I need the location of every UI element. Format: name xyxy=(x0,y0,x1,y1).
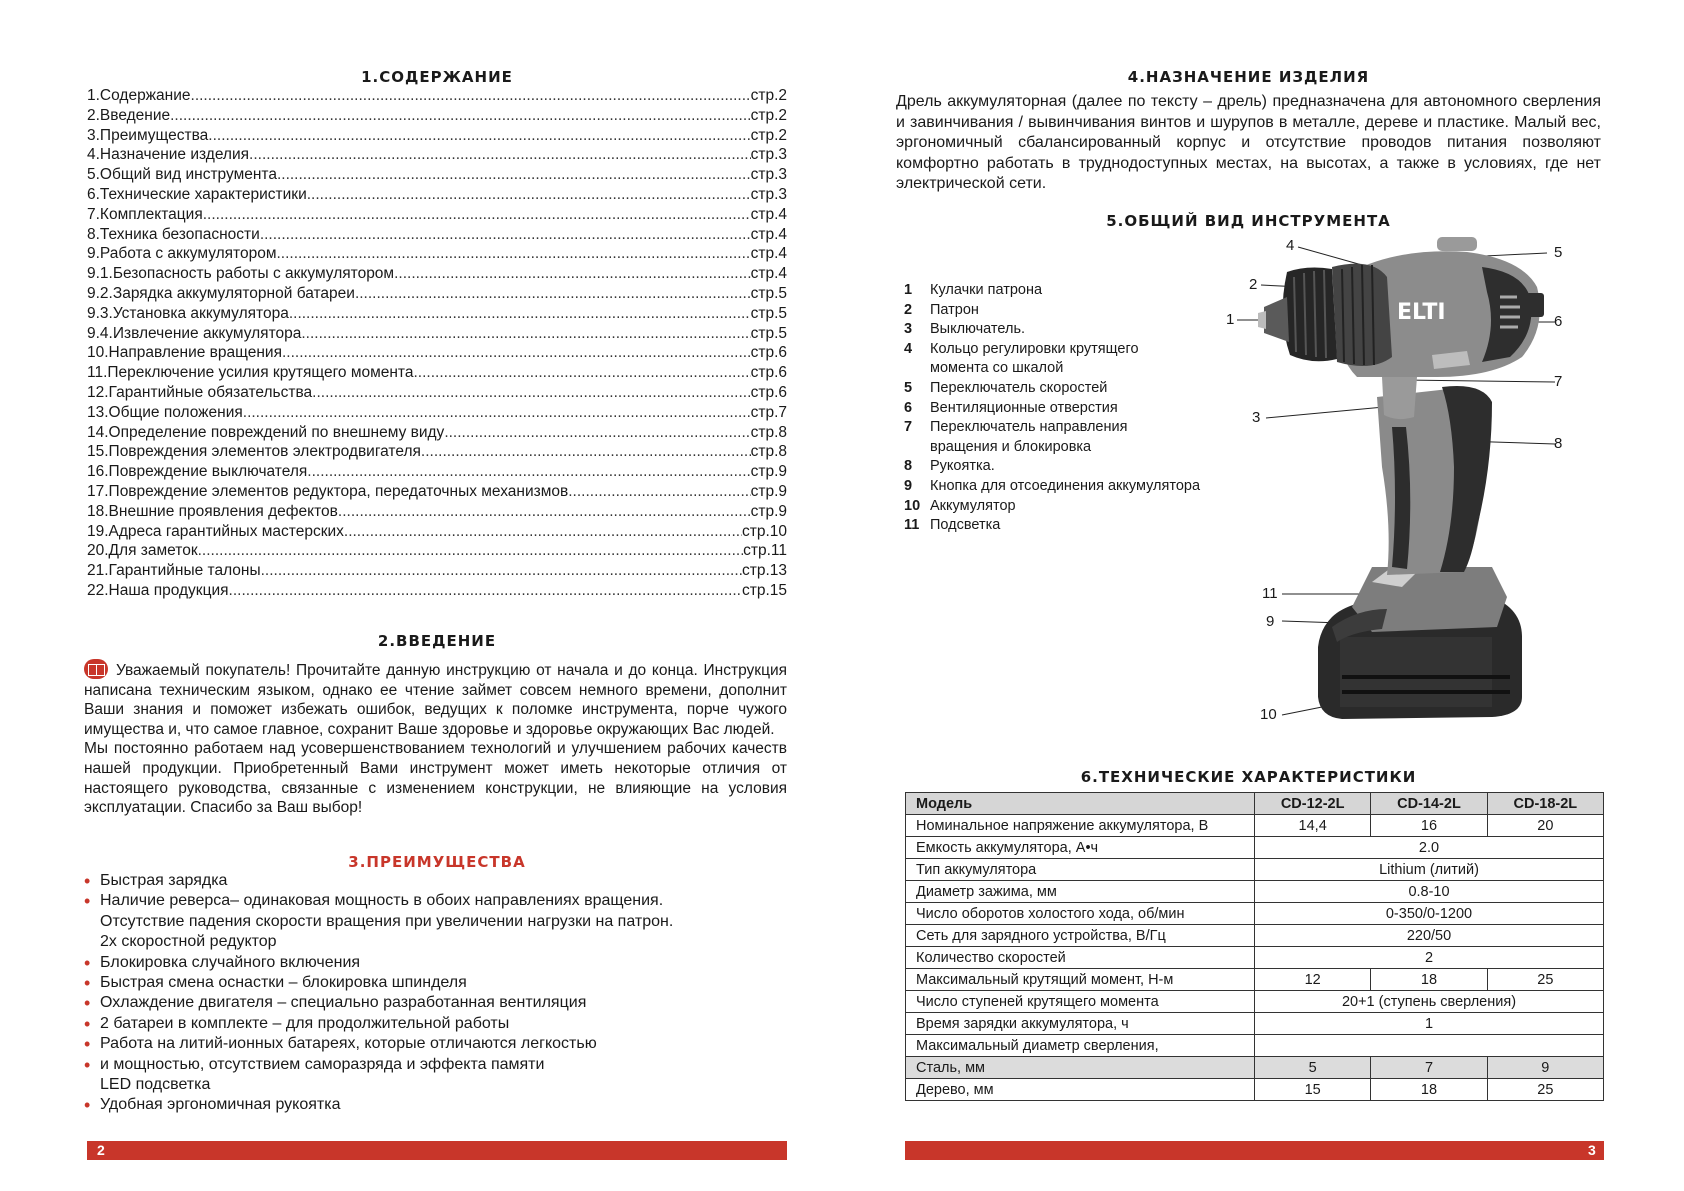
advantage-item: • Удобная эргономичная рукоятка xyxy=(84,1095,804,1115)
table-row xyxy=(906,1079,1604,1101)
page-number: 2 xyxy=(97,1142,105,1158)
callout-3: 3 xyxy=(1252,409,1261,426)
header-cell: CD-12-2L xyxy=(1255,793,1371,815)
table-row xyxy=(906,837,1604,859)
toc-item-label: 9.2.Зарядка аккумуляторной батареи xyxy=(87,284,355,302)
toc-item-page: стр.8 xyxy=(750,443,787,461)
toc-item-page: стр.3 xyxy=(750,166,787,184)
toc-leader xyxy=(260,225,751,245)
callout-4: 4 xyxy=(1286,237,1295,254)
toc-leader xyxy=(568,482,750,502)
toc-item xyxy=(87,145,787,165)
toc-item-page: стр.5 xyxy=(750,284,787,302)
callout-11: 11 xyxy=(1262,585,1278,602)
part-number: 9 xyxy=(904,477,913,494)
cell: 15 xyxy=(1255,1079,1371,1101)
row-label: Сталь, мм xyxy=(906,1057,1255,1079)
toc-item xyxy=(87,403,787,423)
header-cell: Модель xyxy=(906,793,1255,815)
part-item xyxy=(904,477,1200,497)
part-label: Рукоятка. xyxy=(930,458,995,475)
toc-item xyxy=(87,383,787,403)
toc-item-label: 17.Повреждение элементов редуктора, передаточных механизмов xyxy=(87,482,569,500)
toc-item xyxy=(87,324,787,344)
toc-item xyxy=(87,581,787,601)
part-label: Переключатель направления xyxy=(930,419,1128,436)
part-item xyxy=(904,379,1200,399)
cell: 7 xyxy=(1371,1057,1487,1079)
part-label: Кнопка для отсоединения аккумулятора xyxy=(930,477,1201,494)
toc-item-label: 9.3.Установка аккумулятора xyxy=(87,304,289,322)
advantage-item: Отсутствие падения скорости вращения при увеличении нагрузки на патрон. xyxy=(100,912,674,930)
toc-item xyxy=(87,482,787,502)
cell: 5 xyxy=(1255,1057,1371,1079)
part-item xyxy=(904,457,1200,477)
table-row xyxy=(906,881,1604,903)
toc-item-page: стр.8 xyxy=(750,423,787,441)
toc-item-label: 13.Общие положения xyxy=(87,403,243,421)
right-page xyxy=(842,0,1684,1191)
part-item xyxy=(904,301,1200,321)
toc-leader xyxy=(312,383,750,403)
toc-leader xyxy=(338,502,751,522)
toc-item-page: стр.13 xyxy=(741,562,787,580)
toc-item-page: стр.2 xyxy=(750,126,787,144)
part-item xyxy=(904,359,1200,379)
toc-item-label: 1.Содержание xyxy=(87,87,191,104)
callout-1: 1 xyxy=(1226,311,1235,328)
toc-item-label: 9.1.Безопасность работы с аккумулятором xyxy=(87,265,395,283)
toc-item-page: стр.7 xyxy=(750,403,787,421)
part-number: 4 xyxy=(904,340,913,357)
part-number: 10 xyxy=(904,497,921,514)
toc-item xyxy=(87,502,787,522)
toc-item xyxy=(87,442,787,462)
toc-leader xyxy=(243,403,751,423)
toc-item-label: 9.Работа с аккумулятором xyxy=(87,245,277,263)
part-label: Выключатель. xyxy=(930,321,1026,338)
cell: 25 xyxy=(1487,969,1603,991)
toc-item xyxy=(87,86,787,106)
toc-item-page: стр.10 xyxy=(741,522,787,540)
part-label: вращения и блокировка xyxy=(930,438,1092,455)
toc-item-label: 7.Комплектация xyxy=(87,205,203,223)
cell: 0.8-10 xyxy=(1255,881,1604,903)
toc-leader xyxy=(208,126,750,146)
toc-item-label: 14.Определение повреждений по внешнему виду xyxy=(87,423,445,441)
toc-leader xyxy=(394,264,751,284)
part-label: Вентиляционные отверстия xyxy=(930,399,1118,416)
row-label: Тип аккумулятора xyxy=(906,859,1255,881)
purpose-title: 4.НАЗНАЧЕНИЕ ИЗДЕЛИЯ xyxy=(1127,68,1370,86)
toc-item-page: стр.15 xyxy=(741,581,787,599)
callout-9: 9 xyxy=(1266,613,1275,630)
toc-item-label: 10.Направление вращения xyxy=(87,344,282,362)
cell: 20+1 (ступень сверления) xyxy=(1255,991,1604,1013)
row-label: Число оборотов холостого хода, об/мин xyxy=(906,903,1255,925)
callout-5: 5 xyxy=(1554,244,1563,261)
cell: 2.0 xyxy=(1255,837,1604,859)
toc-item-label: 2.Введение xyxy=(87,106,171,124)
cell: 220/50 xyxy=(1255,925,1604,947)
table-row xyxy=(906,925,1604,947)
advantages-list xyxy=(84,871,804,1116)
toc-leader xyxy=(301,324,750,344)
cell: 18 xyxy=(1371,1079,1487,1101)
cell xyxy=(1255,1035,1604,1057)
toc-item-label: 9.4.Извлечение аккумулятора xyxy=(87,324,302,342)
row-label: Максимальный крутящий момент, Н-м xyxy=(906,969,1255,991)
part-number: 3 xyxy=(904,321,913,338)
toc-leader xyxy=(249,145,751,165)
row-label: Число ступеней крутящего момента xyxy=(906,991,1255,1013)
toc-item xyxy=(87,185,787,205)
toc-item xyxy=(87,284,787,304)
callout-8: 8 xyxy=(1554,435,1563,452)
toc-leader xyxy=(307,185,751,205)
table-row xyxy=(906,815,1604,837)
part-item xyxy=(904,516,1200,536)
toc-item-page: стр.5 xyxy=(750,324,787,342)
toc-item xyxy=(87,126,787,146)
toc-item-page: стр.11 xyxy=(743,542,787,560)
drill-diagram xyxy=(1192,237,1612,732)
table-row xyxy=(906,903,1604,925)
cell: 9 xyxy=(1487,1057,1603,1079)
toc-item xyxy=(87,462,787,482)
page-number: 3 xyxy=(1588,1142,1596,1158)
toc-leader xyxy=(277,244,751,264)
specs-table xyxy=(905,792,1604,1101)
advantages-title: 3.ПРЕИМУЩЕСТВА xyxy=(348,853,526,871)
part-number: 1 xyxy=(904,282,913,298)
row-label: Сеть для зарядного устройства, В/Гц xyxy=(906,925,1255,947)
part-number xyxy=(904,359,930,379)
header-cell: CD-14-2L xyxy=(1371,793,1487,815)
advantage-item: • Быстрая зарядка xyxy=(84,871,804,891)
toc-leader xyxy=(444,423,750,443)
callout-6: 6 xyxy=(1554,313,1563,330)
header-cell: CD-18-2L xyxy=(1487,793,1603,815)
toc-item-page: стр.5 xyxy=(750,304,787,322)
part-number: 2 xyxy=(904,301,913,318)
toc-item xyxy=(87,561,787,581)
toc-item-page: стр.2 xyxy=(750,106,787,124)
part-number xyxy=(904,438,930,458)
row-label: Номинальное напряжение аккумулятора, В xyxy=(906,815,1255,837)
table-row xyxy=(906,991,1604,1013)
row-label: Емкость аккумулятора, А•ч xyxy=(906,837,1255,859)
toc-item-label: 12.Гарантийные обязательства xyxy=(87,383,313,401)
toc-item-label: 4.Назначение изделия xyxy=(87,146,250,164)
cell: Lithium (литий) xyxy=(1255,859,1604,881)
intro-text xyxy=(84,659,787,818)
part-item xyxy=(904,418,1200,438)
part-label: Кулачки патрона xyxy=(930,282,1043,298)
toc-leader xyxy=(261,561,742,581)
toc-item-page: стр.9 xyxy=(750,502,787,520)
toc-leader xyxy=(355,284,751,304)
part-label: Переключатель скоростей xyxy=(930,379,1108,396)
toc-item-label: 16.Повреждение выключателя xyxy=(87,463,308,481)
cell: 18 xyxy=(1371,969,1487,991)
row-label: Диаметр зажима, мм xyxy=(906,881,1255,903)
toc-item xyxy=(87,522,787,542)
toc-item-page: стр.6 xyxy=(750,344,787,362)
toc-item xyxy=(87,343,787,363)
part-item xyxy=(904,438,1200,458)
purpose-text: Дрель аккумуляторная (далее по тексту – дрель) предназначена для автономного сверления и завинчивания / вывинчивания винтов и шурупов в металле, дереве и пластике. Малый вес, эргономичный сбалансированный корпус и отсутствие проводов питания позволяют комфортно работать в труднодоступных местах, на высотах, а также в условиях, где нет электрической сети. xyxy=(896,93,1601,193)
toc-leader xyxy=(307,462,750,482)
toc-leader xyxy=(289,304,751,324)
part-label: момента со шкалой xyxy=(930,360,1064,377)
row-label: Дерево, мм xyxy=(906,1079,1255,1101)
advantage-item: LED подсветка xyxy=(100,1076,211,1094)
table-row xyxy=(906,969,1604,991)
toc-item-page: стр.4 xyxy=(750,205,787,223)
callout-7: 7 xyxy=(1554,373,1563,390)
advantage-item: • 2 батареи в комплекте – для продолжительной работы xyxy=(84,1014,804,1034)
intro-title: 2.ВВЕДЕНИЕ xyxy=(377,632,497,650)
cell: 0-350/0-1200 xyxy=(1255,903,1604,925)
toc-item-page: стр.3 xyxy=(750,146,787,164)
footer-bar xyxy=(905,1141,1604,1160)
advantage-item: 2х скоростной редуктор xyxy=(100,933,277,951)
callout-10: 10 xyxy=(1260,706,1277,723)
part-number: 11 xyxy=(904,517,920,534)
part-number: 5 xyxy=(904,379,913,396)
advantage-item: • Наличие реверса– одинаковая мощность в обоих направлениях вращения. xyxy=(84,891,804,911)
row-label: Время зарядки аккумулятора, ч xyxy=(906,1013,1255,1035)
toc-item-label: 18.Внешние проявления дефектов xyxy=(87,502,338,520)
intro-paragraph-1: Уважаемый покупатель! Прочитайте данную инструкцию от начала и до конца. Инструкция написана техническим языком, однако ее чтение займет совсем немного времени, дополнит Ваши знания и поможет избежать ошибок, ведущих к поломке инструмента, порче чужого имущества и, что самое главное, сохранит Ваше здоровье и здоровье окружающих Вас людей. xyxy=(84,662,787,738)
cell: 1 xyxy=(1255,1013,1604,1035)
toc-item-page: стр.3 xyxy=(750,185,787,203)
drill-illustration xyxy=(1192,237,1612,732)
table-row xyxy=(906,859,1604,881)
table-row xyxy=(906,947,1604,969)
table-header-row xyxy=(906,793,1604,815)
table-of-contents xyxy=(87,86,787,601)
toc-item xyxy=(87,363,787,383)
toc-title: 1.СОДЕРЖАНИЕ xyxy=(361,68,513,86)
toc-leader xyxy=(344,522,742,542)
advantage-item: • и мощностью, отсутствием саморазряда и эффекта памяти xyxy=(84,1055,804,1075)
toc-item-label: 20.Для заметок xyxy=(87,542,198,560)
toc-item xyxy=(87,541,787,561)
advantage-item: • Охлаждение двигателя – специально разработанная вентиляция xyxy=(84,993,804,1013)
cell: 12 xyxy=(1255,969,1371,991)
part-item xyxy=(904,320,1200,340)
toc-item-page: стр.2 xyxy=(750,87,787,104)
toc-item xyxy=(87,165,787,185)
toc-item-label: 21.Гарантийные талоны xyxy=(87,562,261,580)
callout-2: 2 xyxy=(1249,276,1258,293)
toc-item-page: стр.4 xyxy=(750,265,787,283)
brand-logo: ELTI xyxy=(1397,300,1446,325)
part-label: Кольцо регулировки крутящего xyxy=(930,340,1139,357)
toc-item xyxy=(87,225,787,245)
table-row xyxy=(906,1013,1604,1035)
book-icon xyxy=(84,659,108,679)
toc-item-label: 22.Наша продукция xyxy=(87,581,229,599)
toc-item xyxy=(87,244,787,264)
toc-leader xyxy=(282,343,751,363)
footer-bar xyxy=(87,1141,787,1160)
row-label: Количество скоростей xyxy=(906,947,1255,969)
toc-item-page: стр.6 xyxy=(750,364,787,382)
toc-leader xyxy=(421,442,751,462)
part-number: 7 xyxy=(904,419,913,436)
toc-item-page: стр.4 xyxy=(750,225,787,243)
toc-item-page: стр.9 xyxy=(750,482,787,500)
row-label: Максимальный диаметр сверления, xyxy=(906,1035,1255,1057)
advantage-item: • Быстрая смена оснастки – блокировка шпинделя xyxy=(84,973,804,993)
toc-item-page: стр.4 xyxy=(750,245,787,263)
toc-item-label: 11.Переключение усилия крутящего момента xyxy=(87,364,414,382)
advantage-item: • Блокировка случайного включения xyxy=(84,953,804,973)
part-item xyxy=(904,340,1200,360)
cell: 16 xyxy=(1371,815,1487,837)
toc-leader xyxy=(170,106,750,126)
part-number: 6 xyxy=(904,399,913,416)
toc-item-label: 15.Повреждения элементов электродвигателя xyxy=(87,443,421,461)
toc-item xyxy=(87,423,787,443)
toc-item-label: 6.Технические характеристики xyxy=(87,185,307,203)
cell: 20 xyxy=(1487,815,1603,837)
toc-item xyxy=(87,205,787,225)
toc-item-label: 5.Общий вид инструмента xyxy=(87,166,277,184)
toc-leader xyxy=(229,581,742,601)
toc-leader xyxy=(203,205,751,225)
part-item xyxy=(904,399,1200,419)
toc-leader xyxy=(277,165,751,185)
toc-leader xyxy=(198,541,744,561)
part-label: Подсветка xyxy=(930,517,1001,534)
part-item xyxy=(904,497,1200,517)
part-item xyxy=(904,281,1200,301)
part-number: 8 xyxy=(904,458,913,475)
table-row xyxy=(906,1057,1604,1079)
part-label: Аккумулятор xyxy=(930,497,1016,514)
toc-leader xyxy=(413,363,750,383)
toc-item-label: 19.Адреса гарантийных мастерских xyxy=(87,522,344,540)
general-view-title: 5.ОБЩИЙ ВИД ИНСТРУМЕНТА xyxy=(1106,212,1391,230)
toc-item-page: стр.6 xyxy=(750,383,787,401)
spec-title: 6.ТЕХНИЧЕСКИЕ ХАРАКТЕРИСТИКИ xyxy=(1080,768,1417,786)
part-label: Патрон xyxy=(930,301,979,318)
toc-item xyxy=(87,304,787,324)
toc-item xyxy=(87,264,787,284)
toc-item-label: 3.Преимущества xyxy=(87,126,209,144)
advantage-item: • Работа на литий-ионных батареях, которые отличаются легкостью xyxy=(84,1034,804,1054)
toc-item-page: стр.9 xyxy=(750,463,787,481)
toc-item-label: 8.Техника безопасности xyxy=(87,225,260,243)
cell: 14,4 xyxy=(1255,815,1371,837)
cell: 2 xyxy=(1255,947,1604,969)
cell: 25 xyxy=(1487,1079,1603,1101)
toc-item xyxy=(87,106,787,126)
intro-paragraph-2: Мы постоянно работаем над усовершенствованием технологий и улучшением рабочих качеств нашей продукции. Приобретенный Вами инструмент может иметь некоторые отличия от настоящего руководства, связанные с изменением конструкции, не влияющие на условия эксплуатации. Спасибо за Ваш выбор! xyxy=(84,740,787,817)
table-row xyxy=(906,1035,1604,1057)
toc-leader xyxy=(191,86,751,106)
parts-legend xyxy=(904,281,1200,536)
